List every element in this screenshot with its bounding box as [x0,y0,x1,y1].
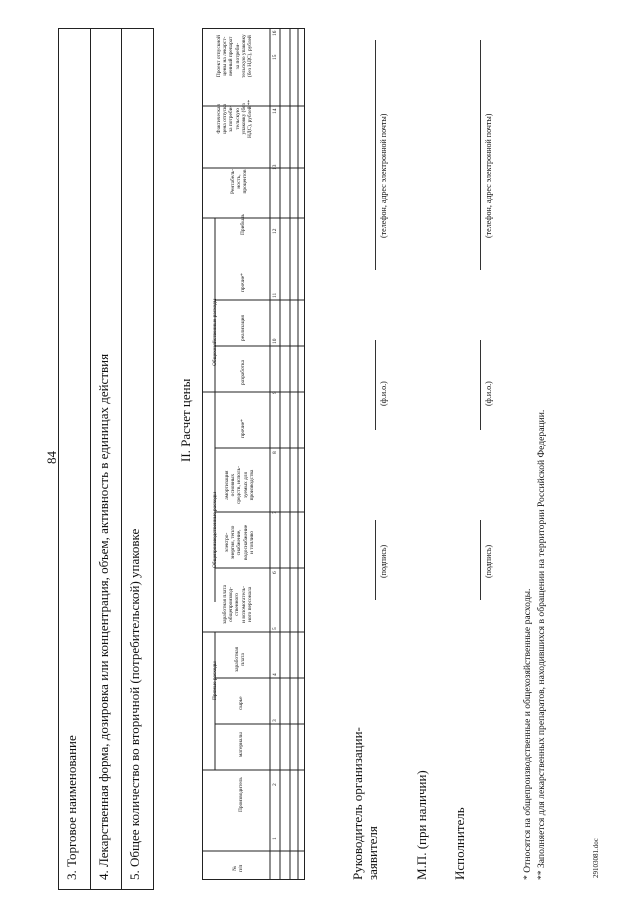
head-fio-caption: (ф.и.о.) [379,381,388,406]
package-qty-field: 5. Общее количество во вторичной (потребительской) упаковке [127,528,142,880]
col-header-9: прочие* [240,419,246,438]
exec-phone-line [480,40,481,270]
col-header-4: сырье [238,696,244,710]
col-num-1: 1 [272,837,278,840]
footnote-one: * Относятся на общепроизводственные и общехозяйственные расходы. [522,588,533,880]
group-header-direct: Прямые расходы [212,661,218,700]
dosage-form-field: 4. Лекарственная форма, дозировка или концентрация, объем, активность в единицах действия [96,353,111,880]
col-header-5: заработная плата [234,646,247,672]
exec-phone-caption: (телефон, адрес электронной почты) [484,113,493,238]
col-header-13: Прибыль [240,214,246,235]
col-num-5: 5 [272,627,278,630]
col-num-14: 14 [272,108,278,114]
col-num-2: 2 [272,783,278,786]
seal-label: М.П. (при наличии) [414,770,429,880]
col-header-8: амортизация основных средств, исполь- зуемых для производства [224,466,255,504]
doc-id: 29103081.doc [592,838,600,878]
col-num-3: 3 [272,719,278,722]
col-num-6: 6 [272,571,278,574]
col-num-15: 15 [272,54,278,60]
col-num-8: 8 [272,451,278,454]
group-header-production: Общепроизводственные расходы [212,492,218,568]
price-table [202,28,305,880]
head-sign-line [375,520,376,600]
col-header-2: Производитель [238,777,244,812]
footnote-two: ** Заполняется для лекарственных препаратов, находившихся в обращении на территории Российской Федерации. [536,409,547,880]
field-divider [121,29,122,889]
head-fio-line [375,340,376,430]
head-phone-line [375,40,376,270]
exec-fio-caption: (ф.и.о.) [484,381,493,406]
exec-fio-line [480,340,481,430]
col-num-9: 9 [272,391,278,394]
col-header-1: № п/п [232,864,245,872]
col-header-3: материалы [238,732,244,757]
col-header-15: Фактическая цена отпуска за потреби- тельскую упаковку (без НДС), рублей ** [216,99,254,138]
col-header-16: Проект отпускной цены на лекарст- венный препарат за потреби- тельскую упаковку (без НДС), рублей [216,34,254,78]
col-header-12: прочие* [240,273,246,292]
col-num-16: 16 [272,30,278,36]
page-number: 84 [44,451,59,464]
head-sign-caption: (подпись) [379,544,388,578]
exec-sign-caption: (подпись) [484,544,493,578]
col-num-11: 11 [272,292,278,298]
head-label-text: Руководитель организации- заявителя [350,727,380,880]
exec-sign-line [480,520,481,600]
col-num-12: 12 [272,228,278,234]
col-num-7: 7 [272,511,278,514]
head-phone-caption: (телефон, адрес электронной почты) [379,113,388,238]
head-label [350,727,380,880]
executor-label: Исполнитель [452,807,467,880]
col-header-7: электро- энергия, тепло снабжение, водоснабжение и топливо [224,524,255,560]
col-num-4: 4 [272,673,278,676]
col-num-13: 13 [272,164,278,170]
col-header-14: Рентабель- ность, процентов [230,168,249,194]
field-divider [90,29,91,889]
col-header-6: заработная плата общепроизвод- ственного и вспомогатель- ного персонала [222,584,253,624]
col-header-10: разработка [240,360,246,385]
col-header-11: реализация [240,315,246,341]
group-header-economic: Общехозяйственные расходы [212,298,218,366]
col-num-10: 10 [272,338,278,344]
trade-name-field: 3. Торговое наименование [64,735,79,880]
section-title: II. Расчет цены [178,378,193,462]
